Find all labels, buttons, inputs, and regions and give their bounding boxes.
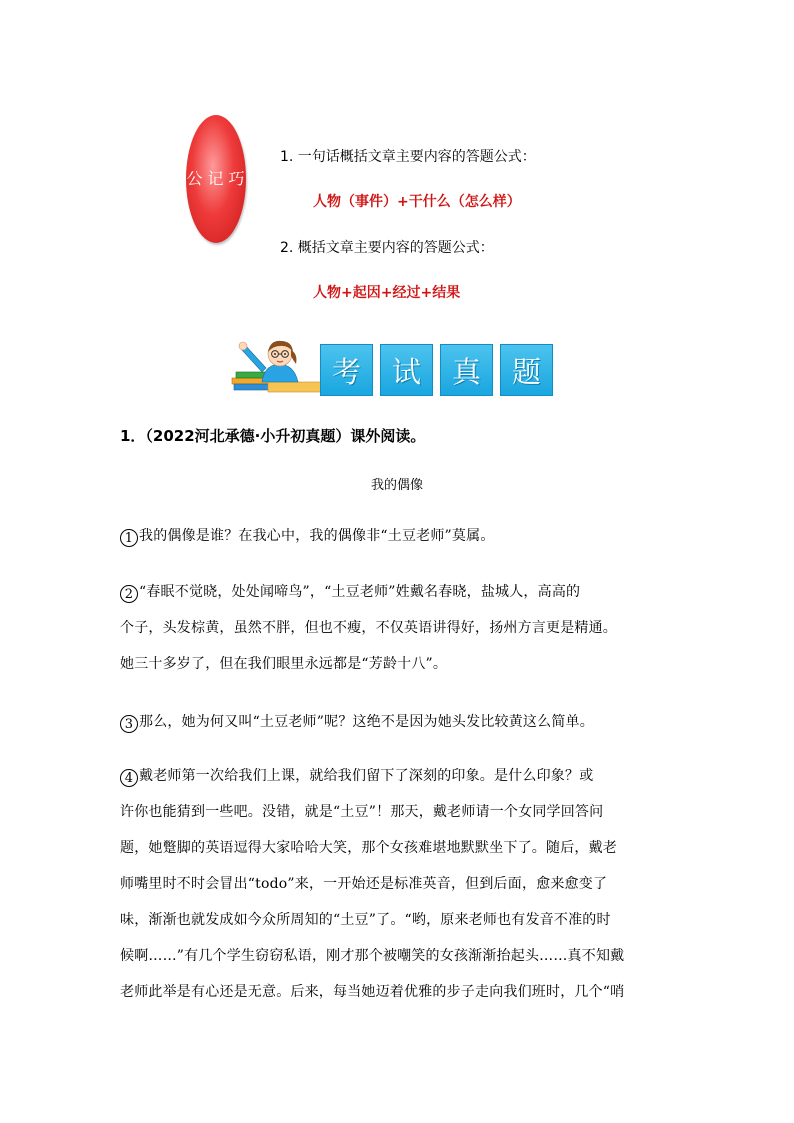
formula-2-title: 2. 概括文章主要内容的答题公式：	[280, 240, 494, 256]
badge-char: 巧	[226, 170, 245, 188]
paragraph-line	[120, 518, 678, 554]
paragraph-3	[120, 704, 678, 740]
badge-label	[163, 133, 246, 225]
paragraph-number: 3	[120, 715, 138, 733]
exam-title-tile: 考	[320, 344, 373, 396]
line-text: 戴老师第一次给我们上课，就给我们留下了深刻的印象。是什么印象？或	[139, 768, 594, 784]
paragraph-number: 2	[120, 585, 138, 603]
exam-title-tile: 试	[380, 344, 433, 396]
paragraph-line: 题，她蹩脚的英语逗得大家哈哈大笑，那个女孩难堪地默默坐下了。随后，戴老	[120, 840, 617, 856]
badge-char: 式	[163, 170, 182, 188]
exam-title-banner	[320, 344, 553, 396]
paragraph-1	[120, 518, 678, 554]
student-illustration	[228, 334, 322, 394]
paragraph-line	[120, 574, 678, 610]
question-heading: 1．（2022河北承德·小升初真题）课外阅读。	[120, 427, 426, 445]
paragraph-number: 4	[120, 769, 138, 787]
paragraph-number: 1	[120, 529, 138, 547]
paragraph-line	[120, 758, 678, 794]
paragraph-line: 她三十多岁了，但在我们眼里永远都是“芳龄十八”。	[120, 656, 448, 672]
line-text: “春眠不觉晓，处处闻啼鸟”，“土豆老师”姓戴名春晓，盐城人，高高的	[139, 584, 581, 600]
paragraph-line: 师嘴里时不时会冒出“todo”来，一开始还是标准英音，但到后面，愈来愈变了	[120, 876, 608, 892]
paragraph-line: 候啊……”有几个学生窃窃私语，刚才那个被嘲笑的女孩渐渐抬起头……真不知戴	[120, 948, 625, 964]
line-text: 我的偶像是谁？在我心中，我的偶像非“土豆老师”莫属。	[139, 528, 495, 544]
paragraph-line: 个子，头发棕黄，虽然不胖，但也不瘦，不仅英语讲得好，扬州方言更是精通。	[120, 620, 617, 636]
line-text: 那么，她为何又叫“土豆老师”呢？这绝不是因为她头发比较黄这么简单。	[139, 714, 594, 730]
formula-badge	[163, 115, 246, 243]
badge-char: 记	[205, 170, 224, 188]
article-title: 我的偶像	[370, 478, 423, 493]
paragraph-line	[120, 704, 678, 740]
paragraph-2	[120, 574, 678, 682]
paragraph-line: 许你也能猜到一些吧。没错，就是“土豆”！那天，戴老师请一个女同学回答问	[120, 804, 604, 820]
exam-title-tile: 题	[500, 344, 553, 396]
exam-title-tile: 真	[440, 344, 493, 396]
badge-char: 公	[184, 170, 203, 188]
paragraph-line: 味，渐渐也就发成如今众所周知的“土豆”了。“哟，原来老师也有发音不准的时	[120, 912, 611, 928]
paragraph-line: 老师此举是有心还是无意。后来，每当她迈着优雅的步子走向我们班时，几个“哨	[120, 984, 625, 1000]
formula-2-answer: 人物+起因+经过+结果	[313, 285, 461, 301]
paragraph-4	[120, 758, 678, 1010]
formula-1-answer: 人物（事件）+干什么（怎么样）	[313, 194, 521, 210]
formula-1-title: 1. 一句话概括文章主要内容的答题公式：	[280, 149, 536, 165]
